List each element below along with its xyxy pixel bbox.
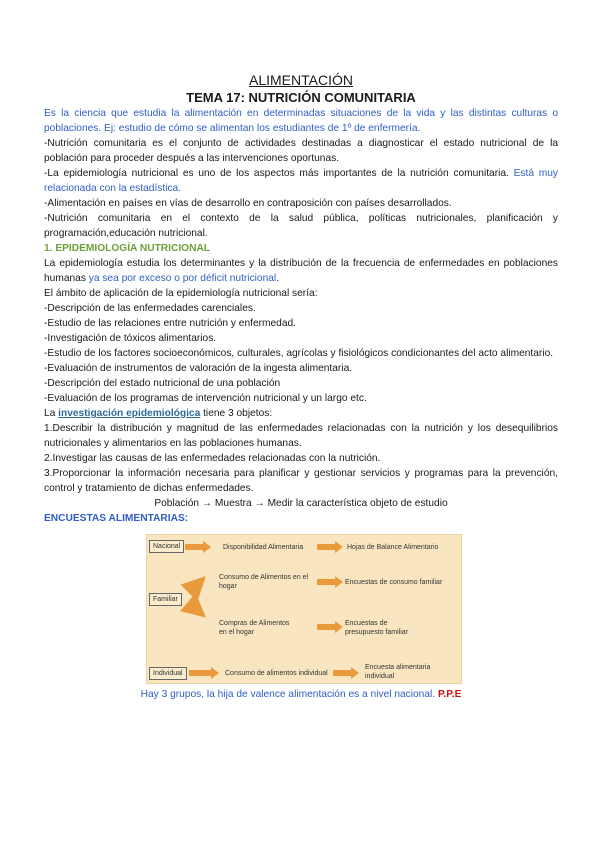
encuesta-individual-label: Encuesta alimentaria individual (365, 664, 431, 680)
intro-paragraph-3: -Alimentación en países en vías de desarrollo en contraposición con países desarrollados. (44, 198, 452, 209)
list-item: -Estudio de las relaciones entre nutrición y enfermedad. (44, 318, 296, 329)
level-familiar: Familiar (149, 593, 182, 606)
list-item: -Evaluación de los programas de intervención nutricional y un largo etc. (44, 393, 367, 404)
list-item: -Evaluación de instrumentos de valoración de la ingesta alimentaria. (44, 363, 353, 374)
list-item: -Investigación de tóxicos alimentarios. (44, 333, 217, 344)
arrow-nacional-2 (317, 544, 335, 550)
object-item: 1.Describir la distribución y magnitud de las enfermedades relacionadas con la nutrición y los desequilibrios nutricionales y alimentarios en las poblaciones humanas. (44, 423, 558, 449)
arrow-individual-1 (189, 670, 211, 676)
section-1-heading: 1. EPIDEMIOLOGÍA NUTRICIONAL (44, 243, 211, 254)
intro-p2-text: -La epidemiología nutricional es uno de los aspectos más importantes de la nutrición comunitaria. (44, 168, 514, 179)
diagram-caption (44, 688, 558, 702)
compras-label: Compras de Alimentos en el hogar (219, 620, 290, 636)
arrow-individual-1-head (211, 667, 219, 679)
intro-paragraph-2 (44, 166, 558, 196)
flow-line: Población → Muestra → Medir la característica objeto de estudio (154, 498, 448, 509)
object-item: 2.Investigar las causas de las enfermedades relacionadas con la nutrición. (44, 453, 381, 464)
surveys-diagram (146, 534, 462, 684)
arrow-nacional-1 (185, 544, 203, 550)
s1-p1-end: . (276, 273, 280, 284)
section-1-paragraph-2: El ámbito de aplicación de la epidemiología nutricional sería: (44, 288, 318, 299)
section-1-paragraph-1 (44, 256, 558, 286)
intro-paragraph-1: -Nutrición comunitaria es el conjunto de actividades destinadas a diagnosticar el estado nutricional de la población para proceder después a las intervenciones oportunas. (44, 138, 558, 164)
list-item: -Descripción del estado nutricional de una población (44, 378, 281, 389)
investigation-link[interactable]: investigación epidemiológica (58, 408, 201, 419)
arrow-consumo (317, 579, 335, 585)
level-nacional: Nacional (149, 540, 184, 553)
page-title: ALIMENTACIÓN (249, 72, 353, 88)
intro-paragraph-4: -Nutrición comunitaria en el contexto de la salud pública, políticas nutricionales, planificación y programación,educación nutricional. (44, 213, 558, 239)
arrow-individual-2-head (351, 667, 359, 679)
consumo-hogar-label: Consumo de Alimentos en el hogar (219, 574, 309, 590)
caption-text: Hay 3 grupos, la hija de valence alimentación es a nivel nacional. (140, 689, 438, 700)
arrow-nacional-2-head (335, 541, 343, 553)
inv-text-a: La (44, 408, 59, 419)
consumo-individual-label: Consumo de alimentos individual (225, 670, 328, 677)
encuestas-presupuesto-label: Encuestas de presupuesto familiar (345, 620, 409, 636)
caption-mark: P.P.E (437, 689, 462, 700)
s1-p1-text: La epidemiología estudia los determinantes y la distribución de la frecuencia de enfermedades en poblaciones humanas (44, 258, 558, 284)
intro-p2-highlight: Está muy relacionada con la estadística. (44, 168, 558, 194)
s1-p1-highlight: ya sea por exceso o por déficit nutricional (88, 273, 277, 284)
hojas-label: Hojas de Balance Alimentario (347, 544, 439, 551)
arrow-familiar-down (189, 603, 203, 615)
arrow-compras-head (335, 621, 343, 633)
document-body (44, 72, 558, 526)
definition-paragraph: Es la ciencia que estudia la alimentación en determinadas situaciones de la vida y las distintas culturas o poblaciones. Ej: estudio de cómo se alimentan los estudiantes de 1º de enfermería. (44, 108, 558, 134)
arrow-consumo-head (335, 576, 343, 588)
encuestas-consumo-label: Encuestas de consumo familiar (345, 579, 443, 586)
list-item: -Descripción de las enfermedades carenciales. (44, 303, 256, 314)
disponibilidad-label: Disponibilidad Alimentaria (223, 544, 304, 551)
arrow-compras (317, 624, 335, 630)
diagram-arrows (147, 535, 461, 683)
arrow-individual-2 (333, 670, 351, 676)
level-individual: Individual (149, 667, 187, 680)
arrow-familiar-up (189, 579, 203, 593)
inv-text-b: tiene 3 objetos: (200, 408, 273, 419)
investigation-line (44, 406, 558, 421)
list-item: -Estudio de los factores socioeconómicos, culturales, agrícolas y fisiológicos condicionantes del acto alimentario. (44, 348, 554, 359)
topic-title: TEMA 17: NUTRICIÓN COMUNITARIA (186, 90, 416, 105)
arrow-nacional-1-head (203, 541, 211, 553)
object-item: 3.Proporcionar la información necesaria para planificar y gestionar servicios y programas para la prevención, control y tratamiento de dichas enfermedades. (44, 468, 558, 494)
surveys-heading: ENCUESTAS ALIMENTARIAS: (44, 513, 189, 524)
